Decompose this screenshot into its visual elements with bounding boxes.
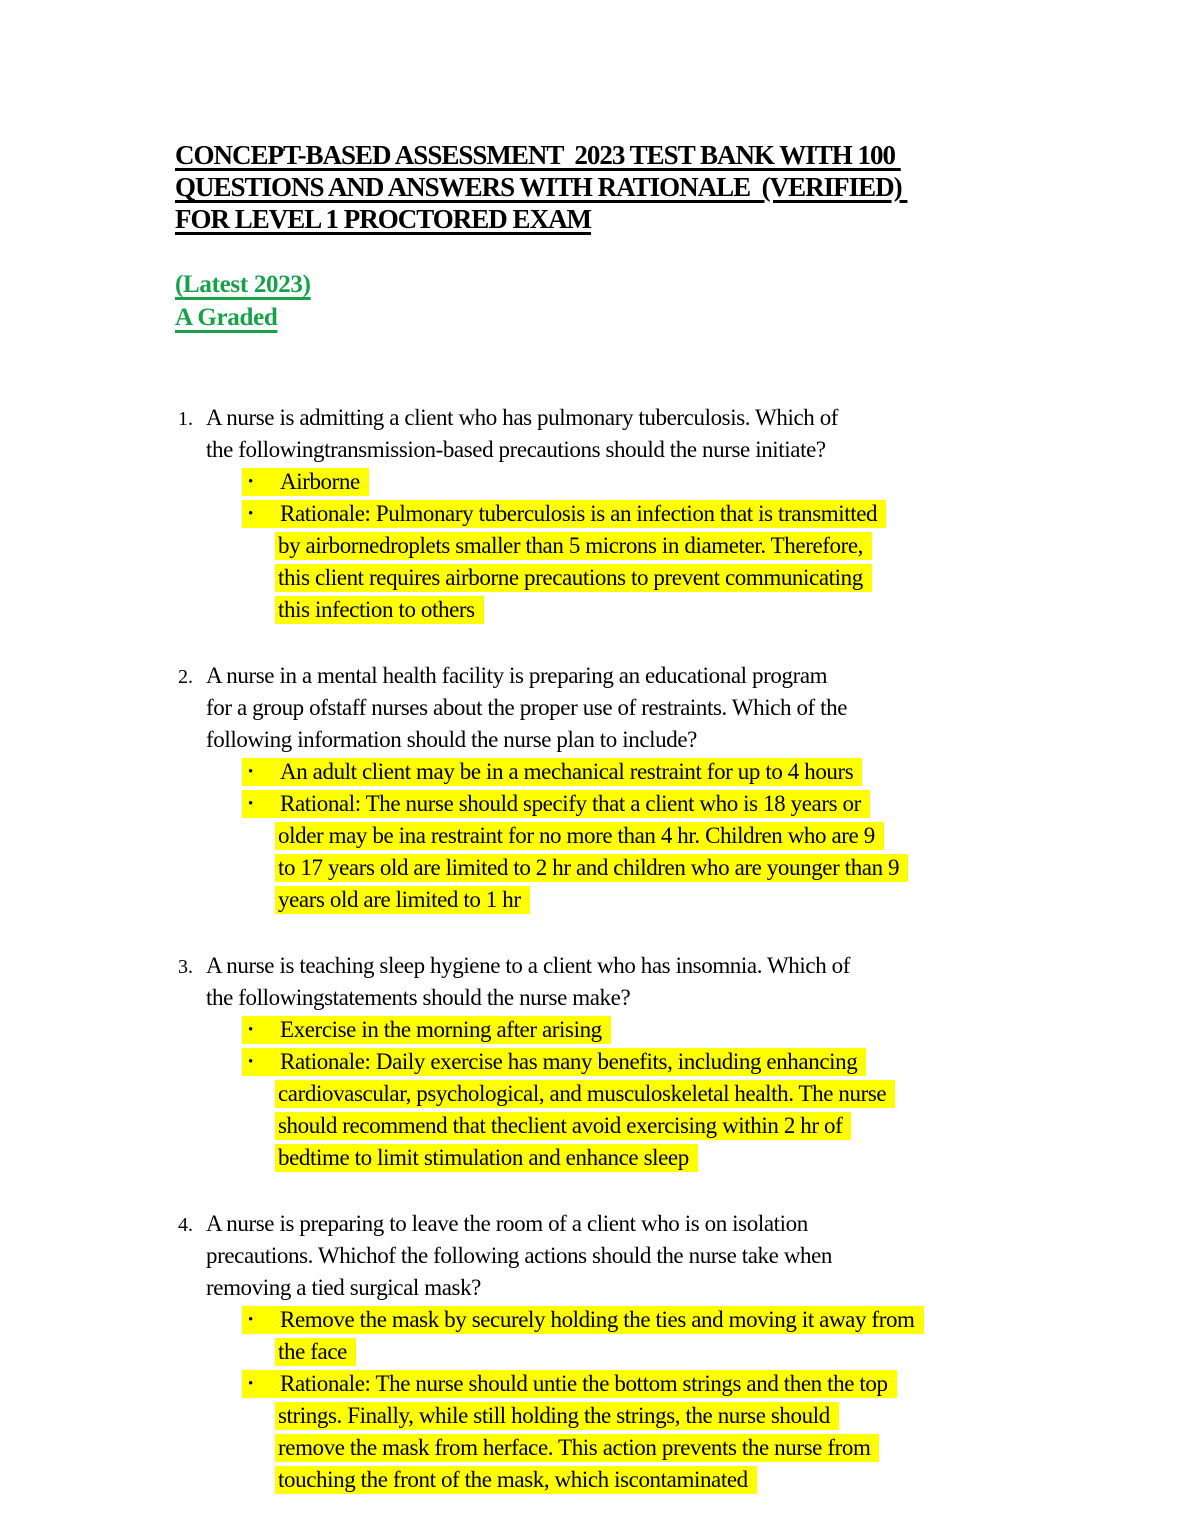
question-item — [175, 950, 1060, 1174]
question-text-line: A nurse is admitting a client who has pulmonary tuberculosis. Which of — [206, 405, 839, 430]
highlight-span — [275, 1144, 698, 1172]
highlight-span — [275, 1402, 839, 1430]
answer-text: years old are limited to 1 hr — [278, 887, 521, 912]
question-item — [175, 660, 1060, 916]
answer-text: by airbornedroplets smaller than 5 microns in diameter. Therefore, — [278, 533, 864, 558]
highlight-span — [275, 1080, 895, 1108]
question-text-line: the followingtransmission-based precautions should the nurse initiate? — [206, 437, 826, 462]
question-number: 2. — [178, 666, 193, 688]
answer-text: to 17 years old are limited to 2 hr and children who are younger than 9 — [278, 855, 900, 880]
answer-continuation-line — [175, 594, 1060, 626]
question-text-line: A nurse is teaching sleep hygiene to a client who has insomnia. Which of — [206, 953, 851, 978]
answer-text: Rationale: Daily exercise has many benefits, including enhancing — [280, 1049, 858, 1074]
answer-continuation-line — [175, 1464, 1060, 1496]
answer-text: touching the front of the mask, which iscontaminated — [278, 1467, 748, 1492]
bullet-icon: • — [248, 764, 253, 780]
answer-bullet-line — [175, 756, 1060, 788]
highlight-span — [275, 564, 872, 592]
highlight-span — [242, 1306, 924, 1334]
answer-text: Exercise in the morning after arising — [280, 1017, 602, 1042]
answer-text: Rationale: Pulmonary tuberculosis is an infection that is transmitted — [280, 501, 878, 526]
bullet-icon: • — [248, 1312, 253, 1328]
title-line: QUESTIONS AND ANSWERS WITH RATIONALE (VERIFIED) — [175, 172, 908, 202]
answer-bullet-line — [175, 466, 1060, 498]
answer-bullet-line — [175, 498, 1060, 530]
question-list — [175, 402, 1060, 1496]
answer-bullet-line — [175, 1046, 1060, 1078]
bullet-icon: • — [248, 1376, 253, 1392]
bullet-icon: • — [248, 1022, 253, 1038]
question-text-line: removing a tied surgical mask? — [206, 1275, 481, 1300]
highlight-span — [275, 886, 530, 914]
answer-bullet-line — [175, 788, 1060, 820]
answer-text: strings. Finally, while still holding the strings, the nurse should — [278, 1403, 830, 1428]
answer-bullet-line — [175, 1304, 1060, 1336]
question-text-line: A nurse is preparing to leave the room of a client who is on isolation — [206, 1211, 808, 1236]
bullet-icon: • — [248, 796, 253, 812]
highlight-span — [275, 596, 484, 624]
answer-bullet-line — [175, 1368, 1060, 1400]
highlight-span — [275, 854, 908, 882]
subtitle-line: (Latest 2023) — [175, 271, 311, 298]
answer-text: the face — [278, 1339, 347, 1364]
document-title — [175, 139, 1060, 235]
answer-continuation-line — [175, 1110, 1060, 1142]
highlight-span — [242, 1016, 611, 1044]
highlight-span — [242, 1048, 866, 1076]
question-item — [175, 1208, 1060, 1496]
answer-text: this client requires airborne precautions to prevent communicating — [278, 565, 863, 590]
question-number: 3. — [178, 956, 193, 978]
highlight-span — [242, 758, 862, 786]
answer-text: this infection to others — [278, 597, 475, 622]
highlight-span — [242, 1370, 897, 1398]
answer-continuation-line — [175, 530, 1060, 562]
highlight-span — [275, 1434, 879, 1462]
answer-text: bedtime to limit stimulation and enhance sleep — [278, 1145, 689, 1170]
highlight-span — [242, 500, 886, 528]
highlight-span — [275, 1112, 851, 1140]
answer-continuation-line — [175, 820, 1060, 852]
answer-text: Rationale: The nurse should untie the bottom strings and then the top — [280, 1371, 888, 1396]
question-text-line: for a group ofstaff nurses about the proper use of restraints. Which of the — [206, 695, 848, 720]
answer-text: Airborne — [280, 469, 360, 494]
document-page — [175, 139, 1060, 1496]
answer-continuation-line — [175, 1432, 1060, 1464]
answer-continuation-line — [175, 884, 1060, 916]
subtitle-line: A Graded — [175, 304, 278, 331]
answer-bullet-line — [175, 1014, 1060, 1046]
answer-text: cardiovascular, psychological, and musculoskeletal health. The nurse — [278, 1081, 887, 1106]
question-text-line: the followingstatements should the nurse make? — [206, 985, 631, 1010]
question-text-line: precautions. Whichof the following actions should the nurse take when — [206, 1243, 833, 1268]
answer-continuation-line — [175, 1078, 1060, 1110]
answer-text: should recommend that theclient avoid exercising within 2 hr of — [278, 1113, 843, 1138]
title-line: FOR LEVEL 1 PROCTORED EXAM — [175, 204, 592, 234]
answer-text: Remove the mask by securely holding the ties and moving it away from — [280, 1307, 915, 1332]
highlight-span — [242, 468, 369, 496]
question-number: 4. — [178, 1214, 193, 1236]
answer-continuation-line — [175, 562, 1060, 594]
bullet-icon: • — [248, 1054, 253, 1070]
answer-continuation-line — [175, 852, 1060, 884]
bullet-icon: • — [248, 474, 253, 490]
question-item — [175, 402, 1060, 626]
question-text-line: following information should the nurse plan to include? — [206, 727, 697, 752]
answer-text: remove the mask from herface. This action prevents the nurse from — [278, 1435, 871, 1460]
answer-continuation-line — [175, 1336, 1060, 1368]
answer-text: older may be ina restraint for no more than 4 hr. Children who are 9 — [278, 823, 875, 848]
document-subtitle — [175, 268, 1060, 334]
question-number: 1. — [178, 408, 193, 430]
answer-text: Rational: The nurse should specify that a client who is 18 years or — [280, 791, 861, 816]
title-line: CONCEPT-BASED ASSESSMENT 2023 TEST BANK WITH 100 — [175, 140, 901, 170]
bullet-icon: • — [248, 506, 253, 522]
answer-continuation-line — [175, 1142, 1060, 1174]
highlight-span — [275, 822, 884, 850]
question-text-line: A nurse in a mental health facility is preparing an educational program — [206, 663, 828, 688]
answer-text: An adult client may be in a mechanical restraint for up to 4 hours — [280, 759, 854, 784]
highlight-span — [275, 532, 872, 560]
highlight-span — [242, 790, 870, 818]
answer-continuation-line — [175, 1400, 1060, 1432]
highlight-span — [275, 1338, 356, 1366]
highlight-span — [275, 1466, 757, 1494]
